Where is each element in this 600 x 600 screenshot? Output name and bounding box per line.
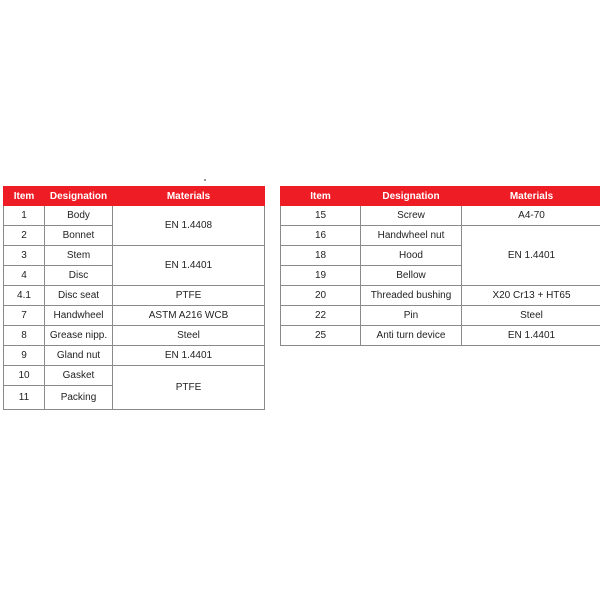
designation-cell: Gasket [45, 366, 113, 386]
material-cell: EN 1.4408 [113, 206, 265, 246]
item-cell: 20 [281, 286, 361, 306]
left-materials-table [3, 186, 265, 410]
material-cell: PTFE [113, 366, 265, 410]
item-cell: 2 [4, 226, 45, 246]
designation-cell: Gland nut [45, 346, 113, 366]
header-materials: Materials [462, 187, 600, 206]
material-cell: PTFE [113, 286, 265, 306]
item-cell: 9 [4, 346, 45, 366]
item-cell: 4.1 [4, 286, 45, 306]
designation-cell: Hood [361, 246, 462, 266]
designation-cell: Threaded bushing [361, 286, 462, 306]
material-cell: Steel [462, 306, 600, 326]
designation-cell: Stem [45, 246, 113, 266]
header-row [4, 187, 265, 206]
header-item: Item [4, 187, 45, 206]
designation-cell: Disc [45, 266, 113, 286]
table-row [281, 206, 600, 226]
table-row [4, 326, 265, 346]
header-designation: Designation [361, 187, 462, 206]
item-cell: 19 [281, 266, 361, 286]
table-row [4, 366, 265, 386]
table-row [4, 306, 265, 326]
designation-cell: Grease nipp. [45, 326, 113, 346]
item-cell: 10 [4, 366, 45, 386]
material-cell: EN 1.4401 [462, 226, 600, 286]
item-cell: 8 [4, 326, 45, 346]
material-cell: EN 1.4401 [462, 326, 600, 346]
table-row [4, 246, 265, 266]
item-cell: 1 [4, 206, 45, 226]
designation-cell: Bellow [361, 266, 462, 286]
table-row [281, 306, 600, 326]
item-cell: 15 [281, 206, 361, 226]
table-row [281, 326, 600, 346]
item-cell: 22 [281, 306, 361, 326]
material-cell: ASTM A216 WCB [113, 306, 265, 326]
item-cell: 7 [4, 306, 45, 326]
designation-cell: Handwheel nut [361, 226, 462, 246]
designation-cell: Body [45, 206, 113, 226]
item-cell: 4 [4, 266, 45, 286]
header-materials: Materials [113, 187, 265, 206]
right-materials-table [280, 186, 600, 346]
table-row [4, 286, 265, 306]
material-cell: X20 Cr13 + HT65 [462, 286, 600, 306]
item-cell: 3 [4, 246, 45, 266]
header-item: Item [281, 187, 361, 206]
table-row [4, 346, 265, 366]
designation-cell: Screw [361, 206, 462, 226]
item-cell: 25 [281, 326, 361, 346]
item-cell: 16 [281, 226, 361, 246]
header-row [281, 187, 600, 206]
header-designation: Designation [45, 187, 113, 206]
stray-dot [204, 179, 206, 181]
material-cell: EN 1.4401 [113, 246, 265, 286]
designation-cell: Bonnet [45, 226, 113, 246]
table-row [281, 226, 600, 246]
designation-cell: Handwheel [45, 306, 113, 326]
designation-cell: Disc seat [45, 286, 113, 306]
designation-cell: Pin [361, 306, 462, 326]
material-cell: EN 1.4401 [113, 346, 265, 366]
designation-cell: Anti turn device [361, 326, 462, 346]
item-cell: 11 [4, 386, 45, 410]
table-row [281, 286, 600, 306]
item-cell: 18 [281, 246, 361, 266]
material-cell: Steel [113, 326, 265, 346]
material-cell: A4-70 [462, 206, 600, 226]
designation-cell: Packing [45, 386, 113, 410]
table-row [4, 206, 265, 226]
